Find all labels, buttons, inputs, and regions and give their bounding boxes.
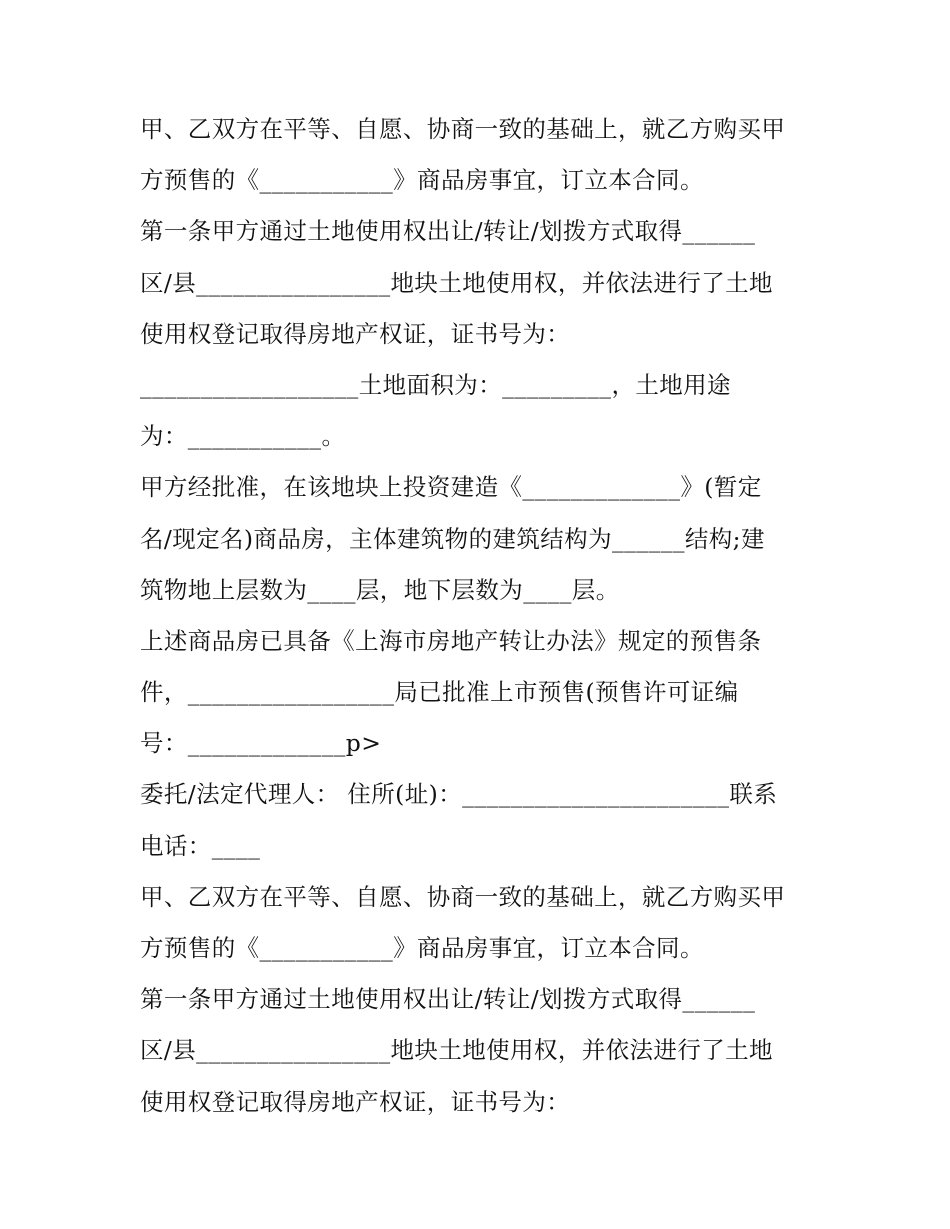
text-line: 方预售的《___________》商品房事宜，订立本合同。 xyxy=(140,166,704,195)
text-line: 第一条甲方通过土地使用权出让/转让/划拨方式取得______ xyxy=(140,985,756,1014)
text-line: 使用权登记取得房地产权证，证书号为： xyxy=(140,319,571,348)
text-line: 名/现定名)商品房，主体建筑物的建筑结构为______结构;建 xyxy=(140,524,765,553)
text-line: 为：___________。 xyxy=(140,422,346,451)
text-line: 甲、乙双方在平等、自愿、协商一致的基础上，就乙方购买甲 xyxy=(140,115,786,143)
text-line: 件，_________________局已批准上市预售(预售许可证编 xyxy=(140,678,739,707)
text-line: 甲、乙双方在平等、自愿、协商一致的基础上，就乙方购买甲 xyxy=(140,882,786,911)
text-line: 号：_____________p> xyxy=(140,729,382,758)
text-line: 区/县________________地块土地使用权，并依法进行了土地 xyxy=(140,268,773,297)
text-line: 方预售的《___________》商品房事宜，订立本合同。 xyxy=(140,934,704,962)
text-line: 甲方经批准，在该地块上投资建造《_____________》(暂定 xyxy=(140,473,762,502)
text-line: 委托/法定代理人： 住所(址)：______________________联系 xyxy=(140,780,778,809)
text-line: 区/县________________地块土地使用权，并依法进行了土地 xyxy=(140,1036,773,1065)
document-body xyxy=(140,104,820,1128)
text-line: 筑物地上层数为____层，地下层数为____层。 xyxy=(140,575,620,604)
text-line: 电话：____ xyxy=(140,831,261,860)
text-line: __________________土地面积为：_________，土地用途 xyxy=(140,370,731,399)
text-line: 上述商品房已具备《上海市房地产转让办法》规定的预售条 xyxy=(140,626,762,655)
text-line: 第一条甲方通过土地使用权出让/转让/划拨方式取得______ xyxy=(140,217,756,246)
text-line: 使用权登记取得房地产权证，证书号为： xyxy=(140,1087,571,1116)
